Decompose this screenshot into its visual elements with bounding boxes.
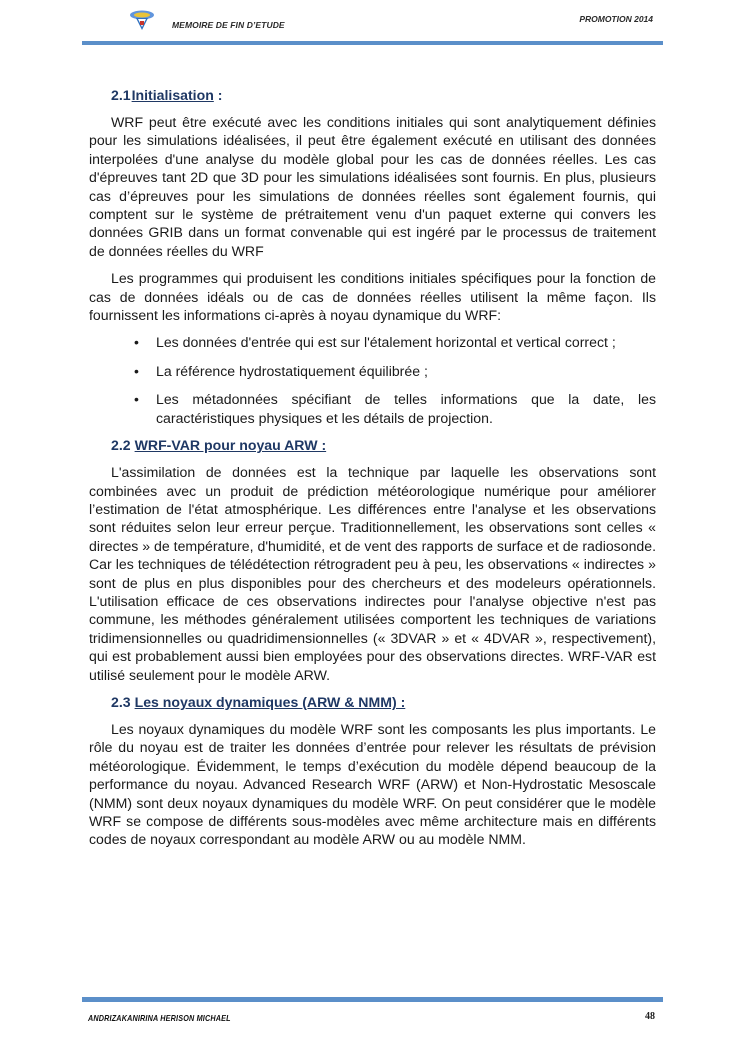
list-item-text: Les données d'entrée qui est sur l'étalement horizontal et vertical correct ; bbox=[156, 334, 616, 351]
bullet-icon: • bbox=[134, 391, 139, 408]
page-number: 48 bbox=[645, 1011, 655, 1022]
section-title: Initialisation bbox=[131, 87, 214, 103]
paragraph: Les noyaux dynamiques du modèle WRF sont les composants les plus importants. Le rôle du noyau est de traiter les données d’entrée pour relever les résultats de prévision météorologique. Évidemment, le temps d’exécution du modèle dépend beaucoup de la performance du noyau. Advanced Research WRF (ARW) et Non-Hydrostatic Mesoscale (NMM) sont deux noyaux dynamiques du modèle WRF. On peut considérer que le modèle WRF se compose de différents sous-modèles avec même architecture mais en différents codes de noyaux correspondant au modèle ARW ou au modèle NMM. bbox=[89, 720, 656, 848]
paragraph: WRF peut être exécuté avec les conditions initiales qui sont analytiquement définies pour les simulations idéalisées, il peut être également exécuté en utilisant des données interpolées d'une analyse du modèle global pour les cas de données réelles. Les cas d'épreuves tant 2D que 3D pour les simulations idéalisées sont fournis. En plus, plusieurs cas d’épreuves pour les simulations de données réelles sont également fournis, qui comptent sur le système de prétraitement venu d'un paquet externe qui convers les données GRIB dans un format convenable qui est ingéré par le processus de traitement de données réelles du WRF bbox=[89, 114, 656, 259]
section-number: 2.1 bbox=[111, 87, 131, 103]
footer-divider bbox=[82, 997, 663, 1002]
section-heading-initialisation bbox=[111, 86, 656, 104]
bullet-icon: • bbox=[134, 362, 139, 379]
footer-author: ANDRIZAKANIRINA HERISON MICHAEL bbox=[88, 1013, 231, 1023]
header-promotion: PROMOTION 2014 bbox=[579, 14, 653, 24]
list-item-text: La référence hydrostatiquement équilibrée ; bbox=[156, 362, 428, 379]
section-number: 2.3 bbox=[111, 693, 131, 710]
section-title: Les noyaux dynamiques (ARW & NMM) : bbox=[134, 693, 406, 710]
header-divider bbox=[82, 41, 663, 45]
header-document-type: MEMOIRE DE FIN D’ETUDE bbox=[172, 20, 285, 30]
page-content bbox=[89, 86, 656, 858]
paragraph: Les programmes qui produisent les conditions initiales spécifiques pour la fonction de cas de données idéals ou de cas de données réelles utilisent la même façon. Ils fournissent les informations ci-après à noyau dynamique du WRF: bbox=[89, 270, 656, 324]
section-number: 2.2 bbox=[111, 437, 131, 454]
list-item bbox=[89, 333, 656, 351]
list-item-text: Les métadonnées spécifiant de telles informations que la date, les caractéristiques physiques et les détails de projection. bbox=[156, 391, 656, 426]
section-title: WRF-VAR pour noyau ARW : bbox=[134, 437, 327, 454]
bullet-list bbox=[89, 333, 656, 427]
paragraph: L'assimilation de données est la technique par laquelle les observations sont combinées avec un produit de prédiction météorologique numérique pour améliorer l’estimation de l'état atmosphérique. Les différences entre l'analyse et les observations sont réduites selon leur erreur perçue. Traditionnellement, les observations sont celles « directes » de température, d'humidité, et de vent des rapports de surface et de radiosonde. Car les techniques de télédétection rétrogradent peu à peu, les observations « indirectes » sont de plus en plus disponibles pour des chercheurs et des modeleurs opérationnels. L'utilisation efficace de ces observations indirectes pour l'analyse objective n'est pas commune, les méthodes généralement utilisées comportent les techniques de variations tridimensionnelles ou quadridimensionnelles (« 3DVAR » et « 4DVAR », respectivement), qui est probablement aussi bien employées pour des observations directes. WRF-VAR est utilisé seulement pour le modèle ARW. bbox=[89, 464, 656, 683]
list-item bbox=[89, 390, 656, 427]
section-heading-noyaux-dynamiques bbox=[111, 693, 656, 711]
university-emblem-icon bbox=[127, 8, 157, 32]
section-title-suffix: : bbox=[213, 87, 223, 103]
section-heading-wrf-var bbox=[111, 436, 656, 454]
list-item bbox=[89, 362, 656, 380]
bullet-icon: • bbox=[134, 334, 139, 351]
